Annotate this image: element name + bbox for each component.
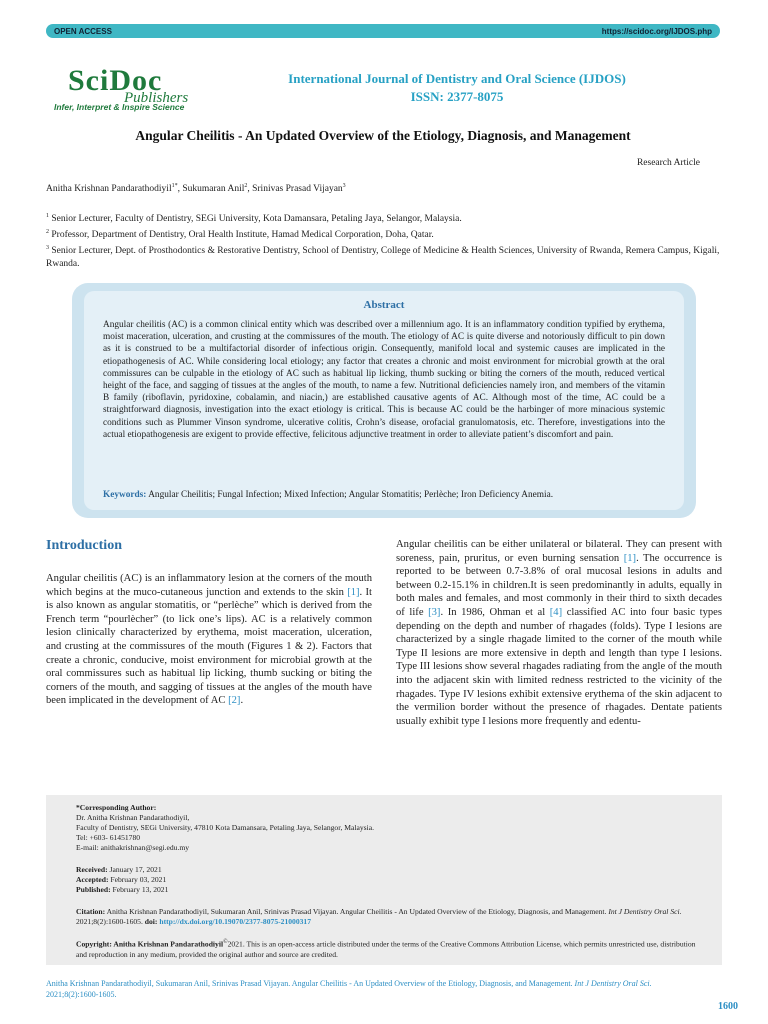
journal-url-link[interactable]: https://scidoc.org/IJDOS.php bbox=[601, 26, 712, 36]
scidoc-logo bbox=[46, 62, 216, 114]
affiliation-sup: 3 bbox=[46, 245, 49, 252]
published-label: Published: bbox=[76, 885, 111, 894]
intro-column-right bbox=[396, 538, 722, 728]
corresponding-email[interactable]: E-mail: anithakrishnan@segi.edu.my bbox=[76, 843, 190, 852]
citation-tail: 2021;8(2):1600-1605. bbox=[76, 917, 143, 926]
journal-header bbox=[232, 70, 682, 106]
received-label: Received: bbox=[76, 865, 108, 874]
body-text: . bbox=[240, 695, 244, 707]
author-line: Anitha Krishnan Pandarathodiyil$^{1*}$, Sukumaran Anil$^2$, Srinivas Prasad Vijayan$^3$ bbox=[46, 183, 346, 195]
copyright-text: 2021. This is an open-access article distributed under the terms of the Creative Commons Attribution License, which permits unrestricted use, distribution and reproduction in any medium, provided the original author and source are credited. bbox=[76, 939, 696, 959]
page-number: 1600 bbox=[718, 1001, 738, 1012]
copyright bbox=[76, 937, 708, 960]
affiliation-sup: 1 bbox=[46, 213, 49, 219]
citation-label: Citation: bbox=[76, 907, 106, 916]
author-name: Anitha Krishnan Pandarathodiyil bbox=[46, 184, 172, 195]
affiliation-item bbox=[46, 210, 722, 226]
article-dates bbox=[76, 865, 708, 895]
author-sup: 3 bbox=[342, 183, 346, 189]
reference-link[interactable]: [4] bbox=[549, 606, 563, 618]
author-name: Srinivas Prasad Vijayan bbox=[252, 184, 343, 195]
accepted-date: February 03, 2021 bbox=[110, 875, 167, 884]
corresponding-line: Faculty of Dentistry, SEGi University, 47810 Kota Damansara, Petaling Jaya, Selangor, Malaysia. bbox=[76, 823, 374, 832]
accepted-label: Accepted: bbox=[76, 875, 109, 884]
keywords-label: Keywords: bbox=[103, 490, 147, 500]
reference-link[interactable]: [2] bbox=[228, 695, 241, 707]
body-text: . In 1986, Ohman et al bbox=[440, 606, 550, 618]
corresponding-line: Tel: +603- 61451780 bbox=[76, 833, 141, 842]
intro-column-left bbox=[46, 572, 372, 708]
keywords-text: Angular Cheilitis; Fungal Infection; Mixed Infection; Angular Stomatitis; Perlèche; Iron Deficiency Anemia. bbox=[148, 490, 554, 500]
copyright-label: Copyright: Anitha Krishnan Pandarathodiyil bbox=[76, 939, 224, 949]
author-sup: 2 bbox=[244, 183, 248, 189]
citation-text: Anitha Krishnan Pandarathodiyil, Sukumaran Anil, Srinivas Prasad Vijayan. Angular Cheilitis - An Updated Overview of the Etiology, Diagnosis, and Management. bbox=[106, 907, 607, 916]
logo-tagline: Infer, Interpret & Inspire Science bbox=[54, 102, 185, 112]
author-name: Sukumaran Anil bbox=[182, 184, 245, 195]
open-access-label: OPEN ACCESS bbox=[54, 26, 112, 36]
affiliation-item bbox=[46, 242, 722, 271]
affiliation-text: Senior Lecturer, Dept. of Prosthodontics & Restorative Dentistry, School of Dentistry, College of Medicine & Health Sciences, University of Rwanda, Remera Campus, Kigali, Rwanda. bbox=[46, 246, 720, 270]
reference-link[interactable]: [1] bbox=[347, 586, 360, 598]
received-date: January 17, 2021 bbox=[109, 865, 162, 874]
affiliation-text: Senior Lecturer, Faculty of Dentistry, SEGi University, Kota Damansara, Petaling Jaya, Selangor, Malaysia. bbox=[51, 214, 462, 225]
body-text: . The occurrence is reported to be between 0.7-3.8% of oral mucosal lesions in adults and between 0.2-15.1% in children.It is seen predominantly in adults, equally in both males and females, and most commonly in their third to sixth decades of life bbox=[396, 552, 722, 618]
affiliations bbox=[46, 210, 722, 271]
affiliation-sup: 2 bbox=[46, 229, 49, 236]
top-bar bbox=[46, 24, 720, 38]
published-date: February 13, 2021 bbox=[112, 885, 169, 894]
body-text: Angular cheilitis (AC) is an inflammatory lesion at the corners of the mouth which begins at the muco-cutaneous junction and extends to the skin bbox=[46, 573, 372, 598]
logo-name: SciDoc bbox=[68, 64, 163, 97]
body-text: Angular cheilitis can be either unilateral or bilateral. They can present with soreness, pain, pruritus, or even burning sensation bbox=[396, 539, 722, 564]
corresponding-author bbox=[76, 803, 708, 853]
corresponding-label: *Corresponding Author: bbox=[76, 803, 157, 812]
doi-label: doi: bbox=[144, 917, 158, 926]
correspondence-box bbox=[46, 795, 722, 965]
reference-link[interactable]: [1] bbox=[623, 552, 637, 564]
abstract-text: Angular cheilitis (AC) is a common clinical entity which was described over a millennium ago. It is an inflammatory condition typified by erythema, moist maceration, ulceration, and crusting at the commissures of the mouth. The etiology of AC is quite diverse and notoriously difficult to pin down as it is construed to be a multifactorial disorder of infectious origin. Consequently, manifold local and systemic causes are implicated in the etiopathogenesis of AC. While considering local etiology; any factor that creates a chronic and moist environment for microbial growth at the oral commissures can be culpable in the etiology of AC such as habitual lip licking, thumb sucking or biting the corners of the mouth, reduced vertical height of the face, and sagging of tissues at the angles of the mouth, to name a few. Nutritional deficiencies namely iron, and members of the vitamin B family (riboflavin, pyridoxine, cobalamin, and niacin,) are established causative agents of AC. Although most of the time, AC could be a straightforward diagnosis, investigation into the exact etiology is critical. This is because AC could be the harbinger of more minacious systemic conditions such as Plummer Vinson syndrome, ulcerative colitis, Crohn’s disease, orofacial granulomatosis, etc. Therefore, investigations into the actual etiopathogenesis are exigent to provide effective, felicitous adjunctive treatment in order to alleviate patient’s discomfort and pain. bbox=[103, 320, 665, 440]
author-sup: 1* bbox=[171, 183, 178, 189]
footer-citation: Anitha Krishnan Pandarathodiyil, Sukumaran Anil, Srinivas Prasad Vijayan. Angular Cheilitis - An Updated Overview of the Etiology, Diagnosis, and Management. bbox=[46, 979, 573, 988]
abstract-inner bbox=[84, 291, 684, 510]
reference-link[interactable]: [3] bbox=[428, 606, 441, 618]
journal-name: International Journal of Dentistry and Oral Science (IJDOS) bbox=[288, 71, 626, 86]
abstract-heading: Abstract bbox=[363, 299, 405, 311]
journal-issn: ISSN: 2377-8075 bbox=[410, 89, 504, 104]
affiliation-text: Professor, Department of Dentistry, Oral Health Institute, Hamad Medical Corporation, Doha, Qatar. bbox=[51, 230, 434, 241]
footer-journal: Int J Dentistry Oral Sci. bbox=[574, 979, 652, 988]
copyright-sup: © bbox=[223, 939, 228, 945]
body-text: classified AC into four basic types depending on the depth and number of rhagades (folds). Type I lesions are characterized by a single rhagade limited to the corner of the mouth while Type II lesions are more extensive in depth and length than type I lesions. Type III lesions show several rhagades radiating from the angle of the mouth into the adjacent skin with limited redness restricted to the vicinity of the rhagades. Type IV lesions exhibit extensive erythema of the skin adjacent to the vermilion border without the presence of rhagades. Dentate patients usually exhibit type I lesions more frequently and edentu- bbox=[396, 606, 722, 727]
body-text: . It is also known as angular stomatitis, or “perlèche” which is derived from the French term “pourlècher” (to lick one’s lips). AC is a relatively common lesion clinically characterized by erythema, moist maceration, ulceration, and crusting at the commissures of the mouth (Figures 1 & 2). Factors that create a chronic, conducive, moist environment for microbial growth at the oral commissures such as habitual lip licking, thumb sucking or biting the corners of the mouth, and sagging of tissues at the angles of the mouth have been implicated in the development of AC bbox=[46, 586, 372, 707]
article-title: Angular Cheilitis - An Updated Overview of the Etiology, Diagnosis, and Management bbox=[135, 128, 631, 143]
affiliation-item bbox=[46, 226, 722, 242]
keywords bbox=[103, 490, 674, 500]
article-type: Research Article bbox=[636, 158, 700, 168]
corresponding-line: Dr. Anitha Krishnan Pandarathodiyil, bbox=[76, 813, 190, 822]
introduction-heading: Introduction bbox=[46, 538, 122, 553]
page-footer bbox=[46, 979, 722, 1000]
doi-link[interactable]: http://dx.doi.org/10.19070/2377-8075-21000317 bbox=[159, 917, 312, 926]
citation-journal: Int J Dentistry Oral Sci. bbox=[608, 907, 682, 916]
abstract-box bbox=[72, 283, 696, 518]
logo-publishers: Publishers bbox=[124, 90, 189, 106]
citation bbox=[76, 907, 708, 927]
footer-tail: 2021;8(2):1600-1605. bbox=[46, 989, 117, 999]
